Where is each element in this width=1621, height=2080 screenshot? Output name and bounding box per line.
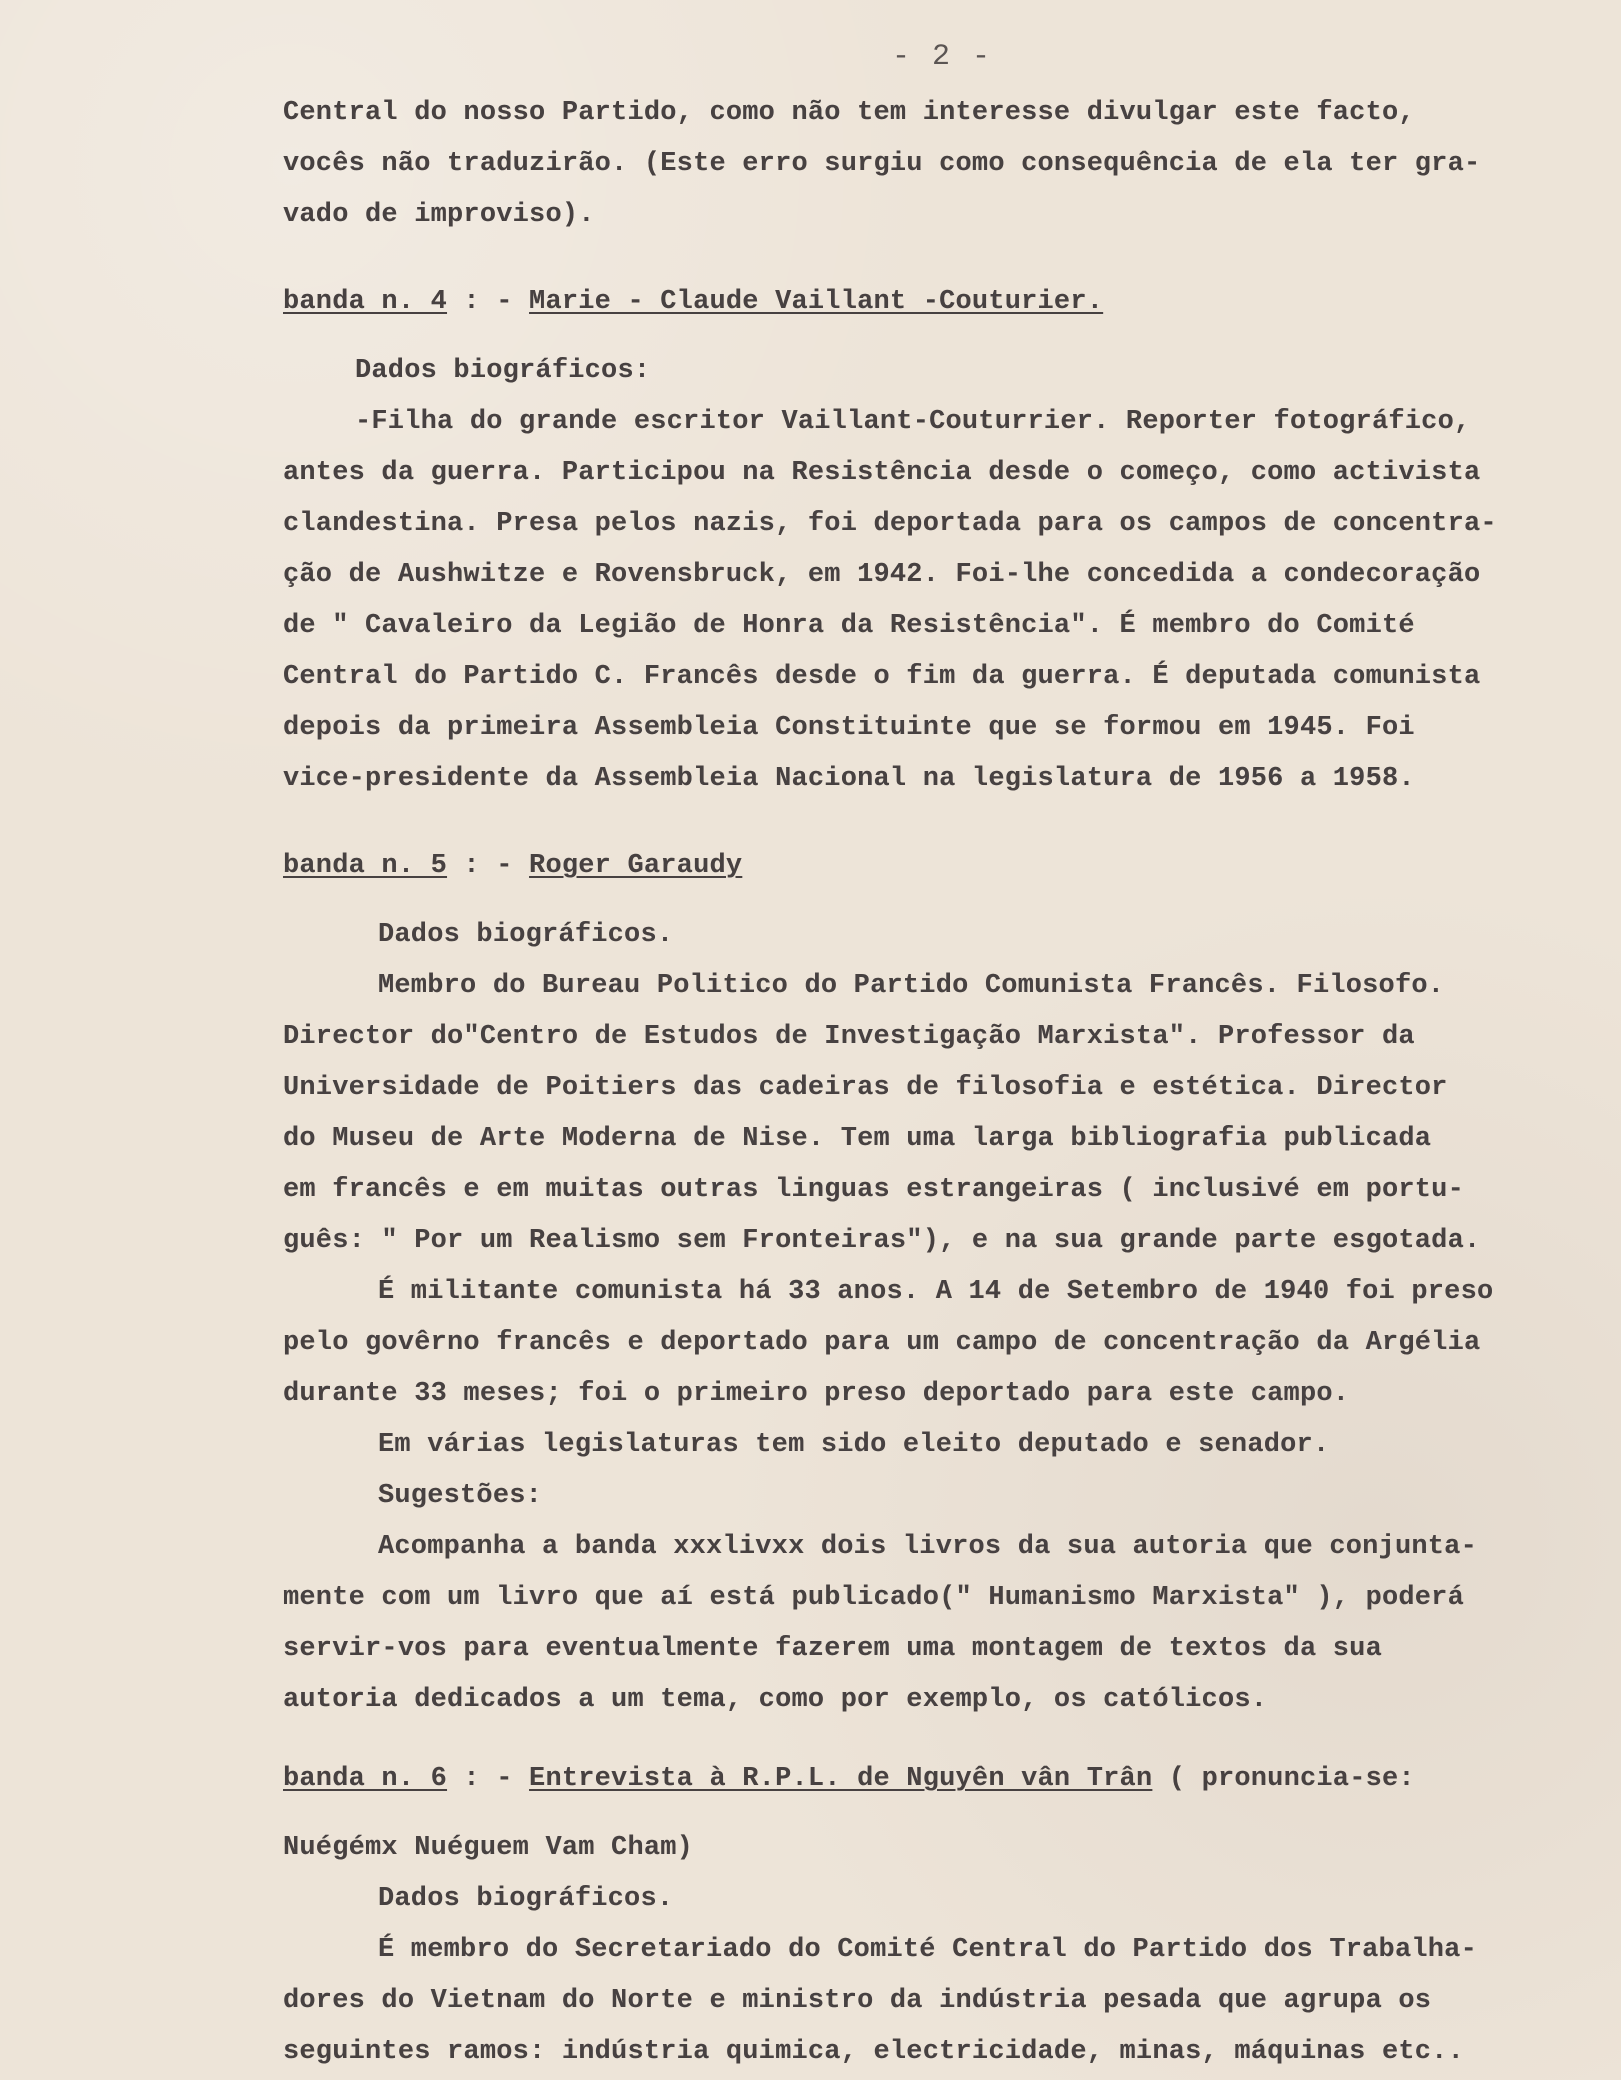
section-5-suggestions-line-2: mente com um livro que aí está publicado(" Humanismo Marxista" ), poderá <box>283 1583 1464 1613</box>
section-4-paragraph-line-8: vice-presidente da Assembleia Nacional na legislatura de 1956 a 1958. <box>283 764 1415 794</box>
section-5-suggestions-line-4: autoria dedicados a um tema, como por exemplo, os católicos. <box>283 1685 1268 1715</box>
section-6-separator: : - <box>447 1764 530 1794</box>
section-5-paragraph-line-4: do Museu de Arte Moderna de Nise. Tem uma larga bibliografia publicada <box>283 1124 1432 1154</box>
section-5-paragraph-line-6: guês: " Por um Realismo sem Fronteiras"), e na sua grande parte esgotada. <box>283 1226 1481 1256</box>
text-line-1: Central do nosso Partido, como não tem interesse divulgar este facto, <box>283 98 1415 128</box>
section-6-subtitle: Dados biográficos. <box>378 1884 674 1914</box>
section-4-title: Marie - Claude Vaillant -Couturier. <box>529 287 1104 317</box>
section-5-subtitle: Dados biográficos. <box>378 920 674 950</box>
section-5-label: banda n. 5 <box>283 851 448 881</box>
section-4-paragraph-line-7: depois da primeira Assembleia Constituinte que se formou em 1945. Foi <box>283 713 1415 743</box>
section-4-paragraph-line-6: Central do Partido C. Francês desde o fim da guerra. É deputada comunista <box>283 662 1481 692</box>
section-4-paragraph-line-5: de " Cavaleiro da Legião de Honra da Resistência". É membro do Comité <box>283 611 1415 641</box>
section-6-title: Entrevista à R.P.L. de Nguyên vân Trân <box>529 1764 1153 1794</box>
section-5-paragraph-line-1: Membro do Bureau Politico do Partido Comunista Francês. Filosofo. <box>378 971 1445 1001</box>
section-5-suggestions-title: Sugestões: <box>378 1481 543 1511</box>
section-6-continuation: Nuégémx Nuéguem Vam Cham) <box>283 1833 694 1863</box>
section-5-paragraph-line-5: em francês e em muitas outras linguas estrangeiras ( inclusivé em portu- <box>283 1175 1464 1205</box>
section-5-paragraph-line-8: pelo govêrno francês e deportado para um campo de concentração da Argélia <box>283 1328 1481 1358</box>
section-4-paragraph-line-4: ção de Aushwitze e Rovensbruck, em 1942. Foi-lhe concedida a condecoração <box>283 560 1481 590</box>
section-4-paragraph-line-1: -Filha do grande escritor Vaillant-Couturrier. Reporter fotográfico, <box>355 407 1471 437</box>
section-6-heading <box>283 1754 1601 1805</box>
section-6-after-title: ( pronuncia-se: <box>1152 1764 1415 1794</box>
section-6-paragraph-line-1: É membro do Secretariado do Comité Central do Partido dos Trabalha- <box>378 1935 1477 1965</box>
section-6-paragraph-line-3: seguintes ramos: indústria quimica, electricidade, minas, máquinas etc.. <box>283 2037 1464 2067</box>
section-4-separator: : - <box>447 287 530 317</box>
section-4-heading <box>283 277 1601 328</box>
section-5-paragraph-line-2: Director do"Centro de Estudos de Investigação Marxista". Professor da <box>283 1022 1415 1052</box>
section-5-paragraph-line-3: Universidade de Poitiers das cadeiras de filosofia e estética. Director <box>283 1073 1448 1103</box>
section-5-title: Roger Garaudy <box>529 851 743 881</box>
text-line-2: vocês não traduzirão. (Este erro surgiu como consequência de ela ter gra- <box>283 149 1481 179</box>
section-5-suggestions-line-1: Acompanha a banda xxxlivxx dois livros da sua autoria que conjunta- <box>378 1532 1477 1562</box>
section-4-label: banda n. 4 <box>283 287 448 317</box>
section-5-paragraph-line-9: durante 33 meses; foi o primeiro preso deportado para este campo. <box>283 1379 1350 1409</box>
page-number: - 2 - <box>891 40 992 74</box>
section-5-suggestions-line-3: servir-vos para eventualmente fazerem uma montagem de textos da sua <box>283 1634 1382 1664</box>
section-5-heading <box>283 841 1601 892</box>
section-5-paragraph-line-10: Em várias legislaturas tem sido eleito deputado e senador. <box>378 1430 1330 1460</box>
text-line-3: vado de improviso). <box>283 200 595 230</box>
section-6-label: banda n. 6 <box>283 1764 448 1794</box>
section-5-separator: : - <box>447 851 530 881</box>
section-5-paragraph-line-7: É militante comunista há 33 anos. A 14 de Setembro de 1940 foi preso <box>378 1277 1494 1307</box>
section-4-subtitle: Dados biográficos: <box>355 356 651 386</box>
section-4-paragraph-line-3: clandestina. Presa pelos nazis, foi deportada para os campos de concentra- <box>283 509 1497 539</box>
section-6-paragraph-line-2: dores do Vietnam do Norte e ministro da indústria pesada que agrupa os <box>283 1986 1432 2016</box>
section-4-paragraph-line-2: antes da guerra. Participou na Resistência desde o começo, como activista <box>283 458 1481 488</box>
